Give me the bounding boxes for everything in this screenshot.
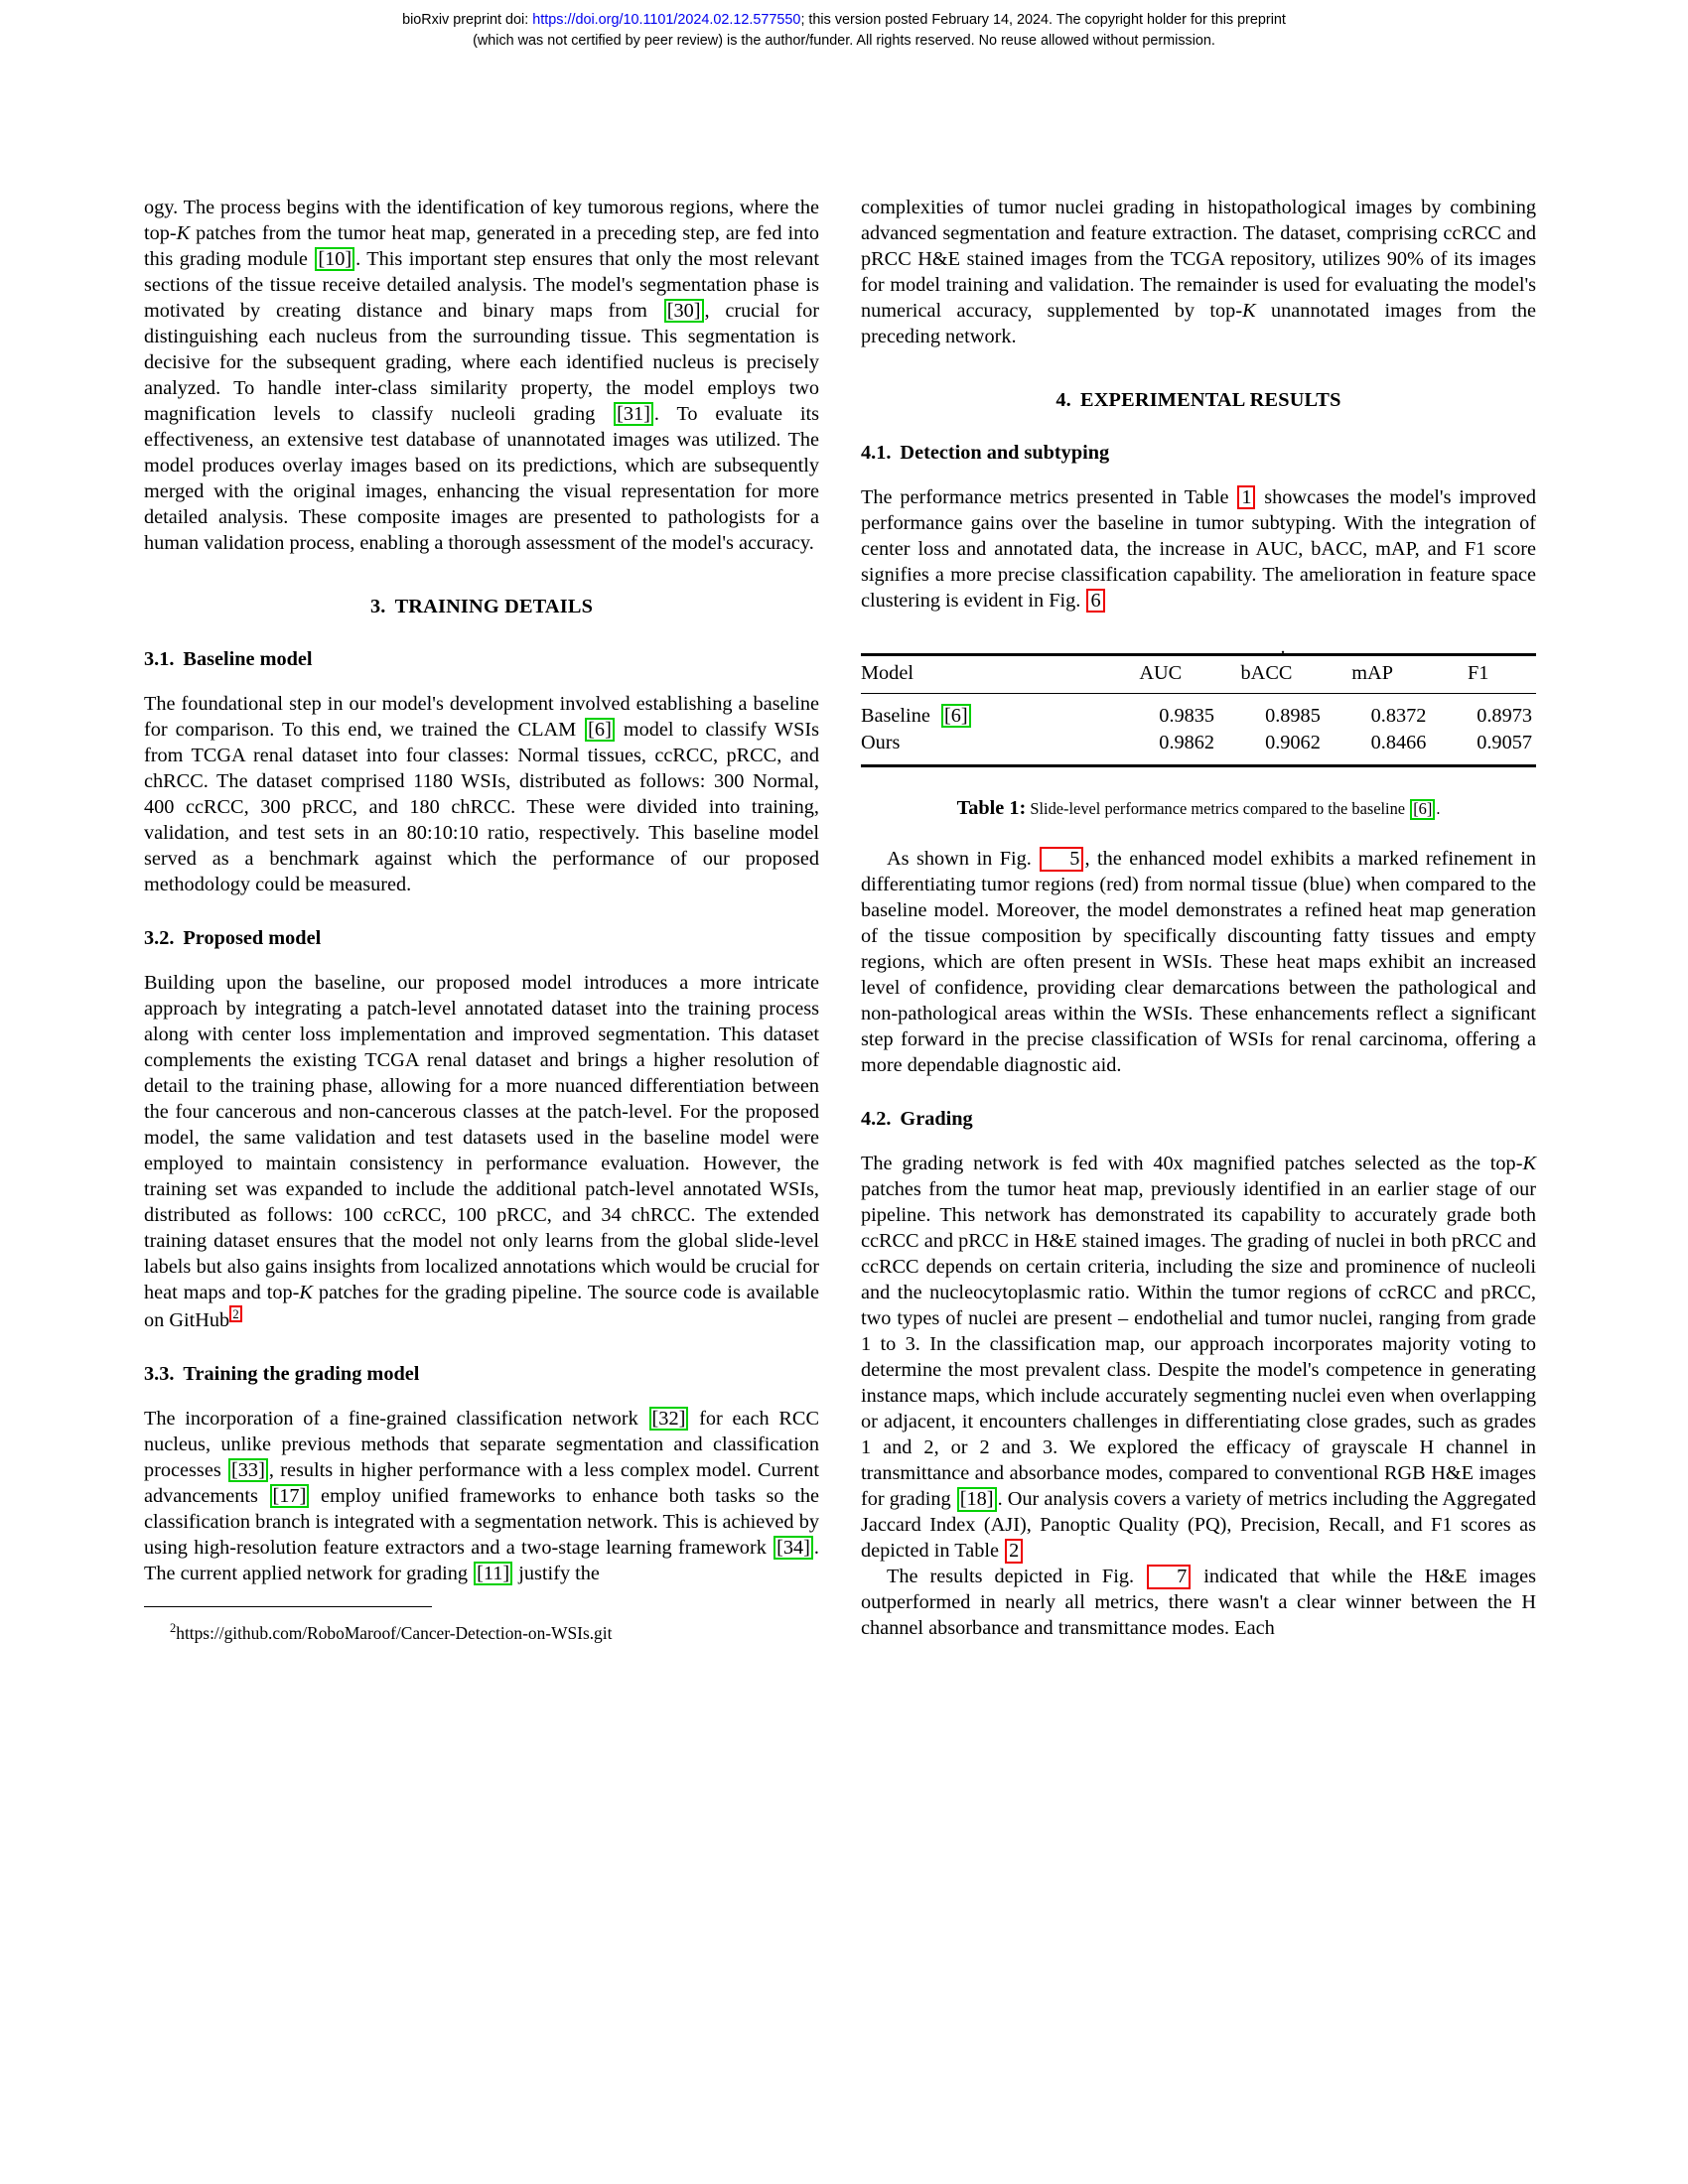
para-text: ogy. The process begins with the identification of key tumorous regions, where the top- — [144, 197, 819, 244]
para-text: . Our analysis covers a variety of metrics including the Aggregated Jaccard Index (AJI), Panoptic Quality (PQ), Precision, Recall, and F1 scores as depicted in Table — [861, 1488, 1536, 1563]
citation-33[interactable]: [33] — [228, 1458, 268, 1482]
para-text: , results in higher performance with a less complex model. Current advancements — [144, 1458, 819, 1507]
subsection-heading-3-2 — [144, 927, 819, 950]
figure-reference-7[interactable]: 7 — [1147, 1565, 1191, 1588]
paragraph-figure-7-discussion — [861, 1564, 1536, 1641]
caption-text: Slide-level performance metrics compared to the baseline — [1026, 799, 1410, 819]
column-header-model: Model — [861, 655, 1113, 694]
subsection-number: 3.2. — [144, 927, 175, 949]
math-variable-k: K — [176, 222, 191, 244]
table-1-block — [861, 636, 1536, 820]
model-name: Baseline — [861, 705, 930, 727]
paragraph-grading — [861, 1151, 1536, 1564]
subsection-number: 3.3. — [144, 1362, 175, 1385]
table-row — [861, 694, 1536, 731]
citation-32[interactable]: [32] — [649, 1407, 689, 1431]
section-heading-4 — [861, 389, 1536, 412]
footnote-area — [144, 1606, 819, 1644]
para-text: unannotated images from the preceding network. — [861, 300, 1536, 347]
section-label: EXPERIMENTAL RESULTS — [1079, 389, 1341, 411]
banner-line-2: (which was not certified by peer review) is the author/funder. All rights reserved. No reuse allowed without permission. — [473, 32, 1215, 49]
para-text: Building upon the baseline, our proposed model introduces a more intricate approach by integrating a patch-level annotated dataset into the training process along with center loss implementation and improved segmentation. This dataset complements the existing TCGA renal dataset and brings a higher resolution of detail to the training phase, allowing for a more nuanced differentiation between the four cancerous and non-cancerous classes at the patch-level. For the proposed model, the same validation and test datasets used in the baseline model were employed to maintain consistency in performance evaluation. However, the training set was expanded to include the additional patch-level annotated WSIs, distributed as follows: 100 ccRCC, 100 pRCC, and 34 chRCC. The extended training dataset ensures that the model not only learns from the global slide-level labels but also gains insights from localized annotations which would be crucial for heat maps and top- — [144, 972, 819, 1303]
section-label: TRAINING DETAILS — [394, 596, 594, 617]
para-text: model to classify WSIs from TCGA renal dataset into four classes: Normal tissues, ccRCC, pRCC, and chRCC. The dataset comprised 1180 WSIs, distributed as follows: 300 Normal, 400 ccRCC, 300 pRCC, and 180 chRCC. These were divided into training, validation, and test sets in an 80:10:10 ratio, respectively. This baseline model served as a benchmark against which the performance of our proposed methodology could be measured. — [144, 719, 819, 895]
subsection-label: Proposed model — [183, 927, 322, 949]
section-heading-3 — [144, 596, 819, 618]
left-column — [144, 195, 819, 1644]
para-text: As shown in Fig. — [887, 848, 1040, 871]
cell-bacc: 0.8985 — [1218, 694, 1325, 731]
math-variable-k: K — [1242, 300, 1256, 322]
two-column-body — [144, 195, 1536, 1644]
citation-17[interactable]: [17] — [270, 1484, 310, 1508]
para-text: The performance metrics presented in Table — [861, 486, 1237, 508]
table-reference-2[interactable]: 2 — [1005, 1539, 1023, 1563]
paragraph-figure-5-discussion — [861, 846, 1536, 1078]
citation-34[interactable]: [34] — [774, 1536, 813, 1560]
figure-reference-5[interactable]: 5 — [1040, 847, 1083, 871]
para-text: complexities of tumor nuclei grading in histopathological images by combining advanced segmentation and feature extraction. The dataset, comprising ccRCC and pRCC H&E stained images from the TCGA repository, utilizes 90% of its images for model training and validation. The remainder is used for evaluating the model's numerical accuracy, supplemented by top- — [861, 197, 1536, 322]
para-text: patches from the tumor heat map, previously identified in an earlier stage of our pipeline. This network has demonstrated its capability to accurately grade both ccRCC and pRCC in H&E stained images. The grading of nuclei in both pRCC and ccRCC depends on certain criteria, including the size and prominence of nucleoli and the nucleocytoplasmic ratio. Within the tumor regions of ccRCC and pRCC, two types of nuclei are present – endothelial and tumor nuclei, ranging from grade 1 to 3. In the classification map, our approach incorporates majority voting to determine the most prevalent class. Despite the model's competence in generating instance maps, which include accurately segmenting nuclei even when overlapping or adjacent, it encounters challenges in differentiating close grades, such as grades 1 and 2, or 2 and 3. We explored the efficacy of grayscale H channel in transmittance and absorbance modes, compared to conventional RGB H&E images for grading — [861, 1178, 1536, 1511]
doi-link[interactable]: https://doi.org/10.1101/2024.02.12.577550 — [532, 12, 801, 28]
footnote-marker-2[interactable]: 2 — [229, 1305, 242, 1322]
section-number: 4. — [1055, 389, 1071, 411]
footnote-number: 2 — [170, 1620, 177, 1635]
paragraph-training-grading-model — [144, 1406, 819, 1586]
right-column — [861, 195, 1536, 1644]
banner-suffix: ; this version posted February 14, 2024. The copyright holder for this preprint — [800, 12, 1286, 28]
column-header-f1: F1 — [1430, 655, 1536, 694]
subsection-heading-3-1 — [144, 648, 819, 671]
subsection-heading-4-1 — [861, 442, 1536, 465]
para-text: The grading network is fed with 40x magnified patches selected as the top- — [861, 1153, 1523, 1175]
caption-label: Table 1: — [956, 797, 1027, 820]
citation-18[interactable]: [18] — [957, 1487, 997, 1511]
para-text: The results depicted in Fig. — [887, 1566, 1147, 1588]
paragraph-baseline-model — [144, 691, 819, 897]
subsection-label: Baseline model — [183, 648, 313, 670]
section-number: 3. — [369, 596, 386, 617]
subsection-heading-4-2 — [861, 1108, 1536, 1131]
preprint-banner — [0, 10, 1688, 52]
para-text: , the enhanced model exhibits a marked refinement in differentiating tumor regions (red) from normal tissue (blue) when compared to the baseline model. Moreover, the model demonstrates a refined heat map generation of the tissue composition by specifically discounting fatty tissues and empty regions, which are often present in WSIs. These heat maps exhibit an increased level of confidence, providing clear demarcations between the pathological and non-pathological areas within the WSIs. These enhancements reflect a significant step forward in the precise classification of WSIs for renal carcinoma, offering a more dependable diagnostic aid. — [861, 848, 1536, 1077]
cell-f1: 0.8973 — [1430, 694, 1536, 731]
paragraph-proposed-model — [144, 970, 819, 1333]
column-header-map: mAP — [1325, 655, 1431, 694]
footnote-entry — [144, 1617, 819, 1644]
column-header-bacc: bACC — [1218, 655, 1325, 694]
table-header-row — [861, 655, 1536, 694]
table-row — [861, 730, 1536, 766]
para-text: . The current applied network for grading — [144, 1536, 819, 1584]
table-reference-1[interactable]: 1 — [1237, 485, 1255, 509]
paragraph-detection-subtyping — [861, 484, 1536, 614]
subsection-number: 4.2. — [861, 1108, 892, 1131]
para-text: , crucial for distinguishing each nucleus from the surrounding tissue. This segmentation is decisive for the subsequent grading, where each identified nucleus is precisely analyzed. To handle inter-class similarity property, the model employs two magnification levels to classify nucleoli grading — [144, 300, 820, 425]
cell-auc: 0.9835 — [1113, 694, 1219, 731]
para-text: for each RCC nucleus, unlike previous methods that separate segmentation and classification processes — [144, 1407, 819, 1481]
paragraph-continuation — [144, 195, 819, 556]
figure-reference-6[interactable]: 6 — [1086, 589, 1104, 613]
table-predot-mark: . — [1280, 636, 1286, 658]
para-text: employ unified frameworks to enhance both tasks so the classification branch is integrated with a segmentation network. This is achieved by using high-resolution feature extractors and a two-stage learning framework — [144, 1484, 819, 1559]
para-text: The incorporation of a fine-grained classification network — [144, 1407, 648, 1430]
performance-metrics-table — [861, 653, 1536, 767]
subsection-number: 4.1. — [861, 442, 892, 464]
subsection-label: Detection and subtyping — [900, 442, 1110, 464]
subsection-number: 3.1. — [144, 648, 175, 670]
cell-model-ours: Ours — [861, 730, 1113, 766]
para-text: patches from the tumor heat map, generated in a preceding step, are fed into this grading module — [144, 222, 819, 270]
cell-bacc: 0.9062 — [1218, 730, 1325, 766]
para-text: justify the — [513, 1562, 600, 1584]
table-1-caption — [861, 797, 1536, 820]
para-text: showcases the model's improved performance gains over the baseline in tumor subtyping. With the integration of center loss and annotated data, the increase in AUC, bACC, mAP, and F1 score signifies a more precise classification capability. The amelioration in feature space clustering is evident in Fig. — [861, 486, 1537, 612]
cell-model-baseline — [861, 694, 1113, 731]
paragraph-continuation-right — [861, 195, 1536, 349]
para-text: . To evaluate its effectiveness, an extensive test database of unannotated images was utilized. The model produces overlay images based on its predictions, which are subsequently merged with the original images, enhancing the visual representation for more detailed analysis. These composite images are presented to pathologists for a human validation process, enabling a thorough assessment of the model's accuracy. — [144, 403, 819, 554]
footnote-divider — [144, 1606, 432, 1607]
subsection-label: Grading — [900, 1108, 973, 1131]
cell-f1: 0.9057 — [1430, 730, 1536, 766]
cell-map: 0.8466 — [1325, 730, 1431, 766]
citation-30[interactable]: [30] — [664, 299, 704, 323]
subsection-label: Training the grading model — [183, 1362, 420, 1385]
subsection-heading-3-3 — [144, 1363, 819, 1386]
banner-prefix: bioRxiv preprint doi: — [402, 12, 533, 28]
citation-10[interactable]: [10] — [315, 247, 354, 271]
caption-text-end: . — [1436, 799, 1441, 819]
math-variable-k: K — [1522, 1153, 1536, 1175]
citation-31[interactable]: [31] — [614, 402, 653, 426]
para-text: The foundational step in our model's development involved establishing a baseline for comparison. To this end, we trained the CLAM — [144, 693, 819, 741]
citation-6[interactable]: [6] — [585, 718, 615, 742]
para-text: indicated that while the H&E images outperformed in nearly all metrics, there wasn't a clear winner between the H channel absorbance and transmittance modes. Each — [861, 1566, 1537, 1640]
citation-11[interactable]: [11] — [474, 1562, 512, 1585]
para-text: . This important step ensures that only the most relevant sections of the tissue receive detailed analysis. The model's segmentation phase is motivated by creating distance and binary maps from — [144, 248, 819, 322]
footnote-url[interactable]: https://github.com/RoboMaroof/Cancer-Detection-on-WSIs.git — [176, 1622, 613, 1643]
citation-6[interactable]: [6] — [1410, 799, 1435, 819]
column-header-auc: AUC — [1113, 655, 1219, 694]
para-text: patches for the grading pipeline. The source code is available on GitHub — [144, 1282, 819, 1331]
cell-auc: 0.9862 — [1113, 730, 1219, 766]
citation-6[interactable]: [6] — [941, 704, 971, 728]
math-variable-k: K — [299, 1282, 313, 1303]
cell-map: 0.8372 — [1325, 694, 1431, 731]
